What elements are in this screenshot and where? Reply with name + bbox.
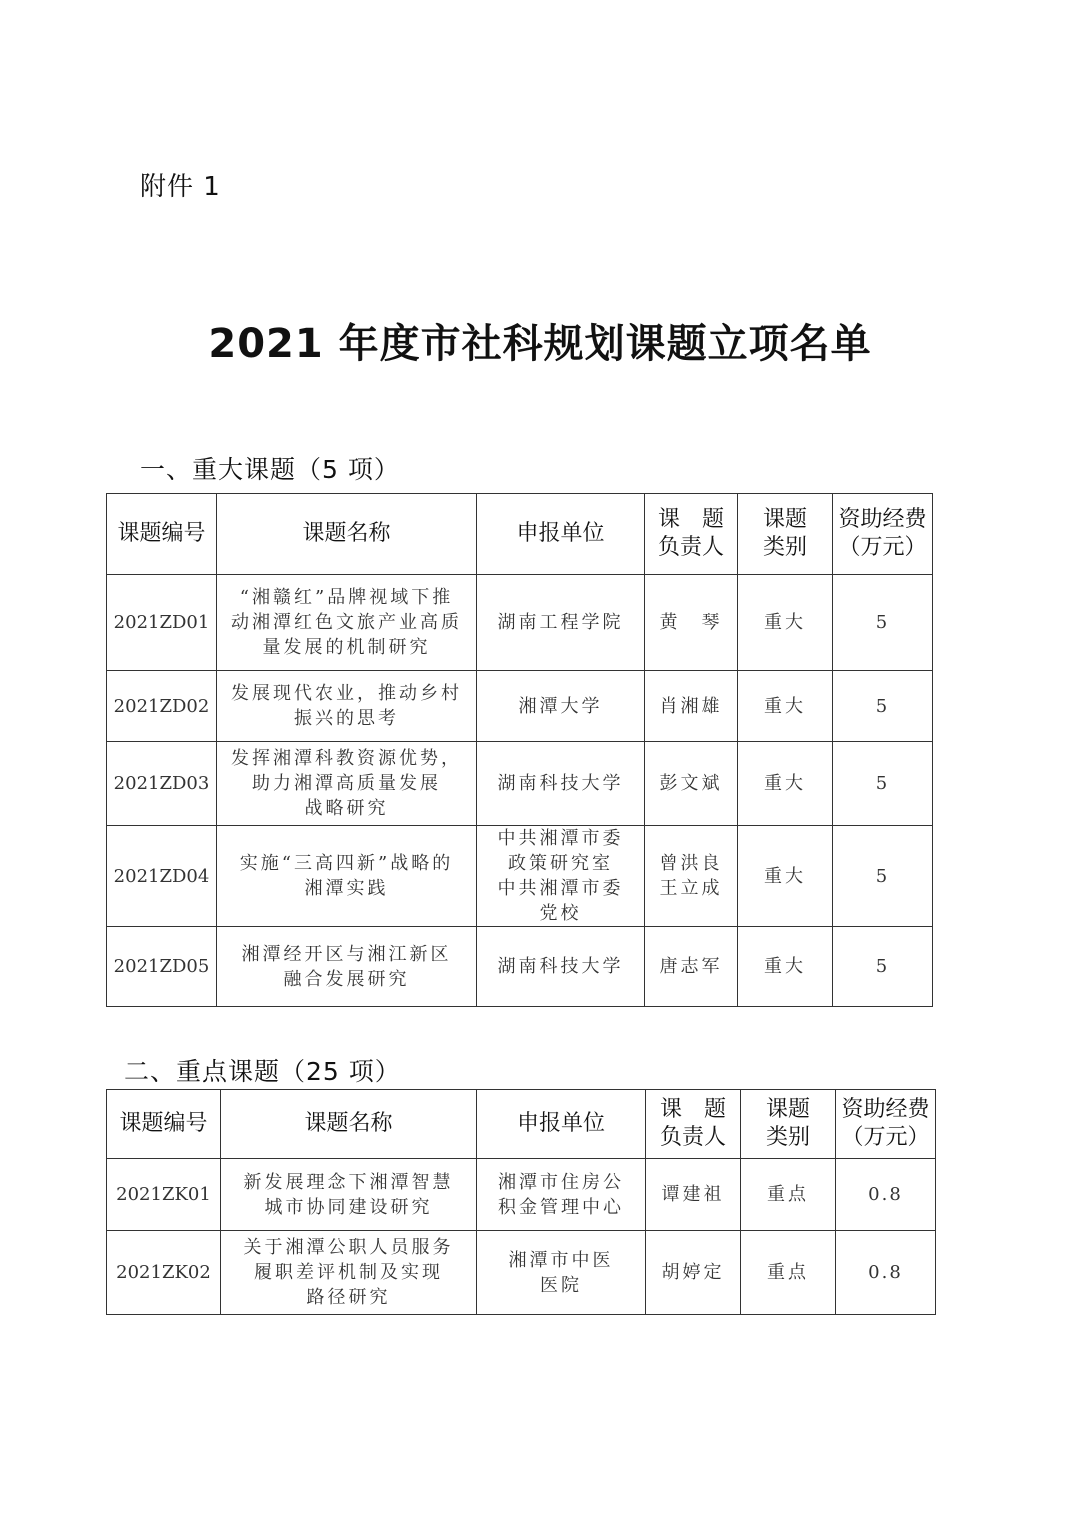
- cell-code: 2021ZK02: [107, 1231, 221, 1315]
- cell-leader: 彭文斌: [645, 742, 738, 826]
- table-row: [107, 1231, 936, 1315]
- cell-category: 重点: [741, 1231, 836, 1315]
- cell-category: 重大: [738, 742, 833, 826]
- cell-name: 发展现代农业，推动乡村 振兴的思考: [217, 671, 477, 742]
- header-leader: 课 题 负责人: [645, 494, 738, 575]
- cell-name: “湘赣红”品牌视域下推 动湘潭红色文旅产业高质 量发展的机制研究: [217, 575, 477, 671]
- table-row: [107, 826, 933, 927]
- major-projects-table: [106, 493, 933, 1007]
- cell-leader: 肖湘雄: [645, 671, 738, 742]
- cell-unit: 湘潭大学: [477, 671, 645, 742]
- cell-category: 重点: [741, 1159, 836, 1231]
- header-funding: 资助经费 （万元）: [833, 494, 933, 575]
- cell-funding: 0.8: [836, 1231, 936, 1315]
- section-heading-major: 一、重大课题（5 项）: [140, 455, 400, 484]
- cell-unit: 湘潭市中医 医院: [477, 1231, 646, 1315]
- cell-leader: 胡婷定: [646, 1231, 741, 1315]
- table-row: [107, 742, 933, 826]
- header-code: 课题编号: [107, 1090, 221, 1159]
- header-unit: 申报单位: [477, 494, 645, 575]
- header-category: 课题 类别: [741, 1090, 836, 1159]
- key-projects-table: [106, 1089, 936, 1315]
- cell-funding: 5: [833, 575, 933, 671]
- cell-name: 湘潭经开区与湘江新区 融合发展研究: [217, 927, 477, 1007]
- cell-name: 关于湘潭公职人员服务 履职差评机制及实现 路径研究: [221, 1231, 477, 1315]
- cell-code: 2021ZD04: [107, 826, 217, 927]
- cell-funding: 5: [833, 742, 933, 826]
- table-row: [107, 575, 933, 671]
- table-header-row: [107, 1090, 936, 1159]
- cell-category: 重大: [738, 671, 833, 742]
- table-row: [107, 927, 933, 1007]
- cell-category: 重大: [738, 575, 833, 671]
- cell-name: 发挥湘潭科教资源优势， 助力湘潭高质量发展 战略研究: [217, 742, 477, 826]
- cell-unit: 湖南科技大学: [477, 927, 645, 1007]
- header-name: 课题名称: [221, 1090, 477, 1159]
- cell-code: 2021ZD03: [107, 742, 217, 826]
- attachment-label: 附件 1: [140, 172, 221, 202]
- cell-code: 2021ZK01: [107, 1159, 221, 1231]
- cell-category: 重大: [738, 927, 833, 1007]
- cell-name: 新发展理念下湘潭智慧 城市协同建设研究: [221, 1159, 477, 1231]
- header-unit: 申报单位: [477, 1090, 646, 1159]
- cell-unit: 湖南工程学院: [477, 575, 645, 671]
- cell-code: 2021ZD01: [107, 575, 217, 671]
- header-funding: 资助经费 （万元）: [836, 1090, 936, 1159]
- cell-leader: 曾洪良 王立成: [645, 826, 738, 927]
- cell-funding: 0.8: [836, 1159, 936, 1231]
- cell-leader: 唐志军: [645, 927, 738, 1007]
- cell-unit: 湘潭市住房公 积金管理中心: [477, 1159, 646, 1231]
- table-row: [107, 671, 933, 742]
- header-category: 课题 类别: [738, 494, 833, 575]
- cell-category: 重大: [738, 826, 833, 927]
- header-leader: 课 题 负责人: [646, 1090, 741, 1159]
- cell-funding: 5: [833, 927, 933, 1007]
- cell-funding: 5: [833, 671, 933, 742]
- header-code: 课题编号: [107, 494, 217, 575]
- cell-leader: 谭建祖: [646, 1159, 741, 1231]
- table-header-row: [107, 494, 933, 575]
- table-row: [107, 1159, 936, 1231]
- section-heading-key: 二、重点课题（25 项）: [124, 1057, 401, 1086]
- document-title: 2021 年度市社科规划课题立项名单: [208, 321, 872, 367]
- cell-name: 实施“三高四新”战略的 湘潭实践: [217, 826, 477, 927]
- cell-code: 2021ZD05: [107, 927, 217, 1007]
- cell-unit: 中共湘潭市委 政策研究室 中共湘潭市委 党校: [477, 826, 645, 927]
- cell-unit: 湖南科技大学: [477, 742, 645, 826]
- cell-code: 2021ZD02: [107, 671, 217, 742]
- header-name: 课题名称: [217, 494, 477, 575]
- cell-funding: 5: [833, 826, 933, 927]
- cell-leader: 黄 琴: [645, 575, 738, 671]
